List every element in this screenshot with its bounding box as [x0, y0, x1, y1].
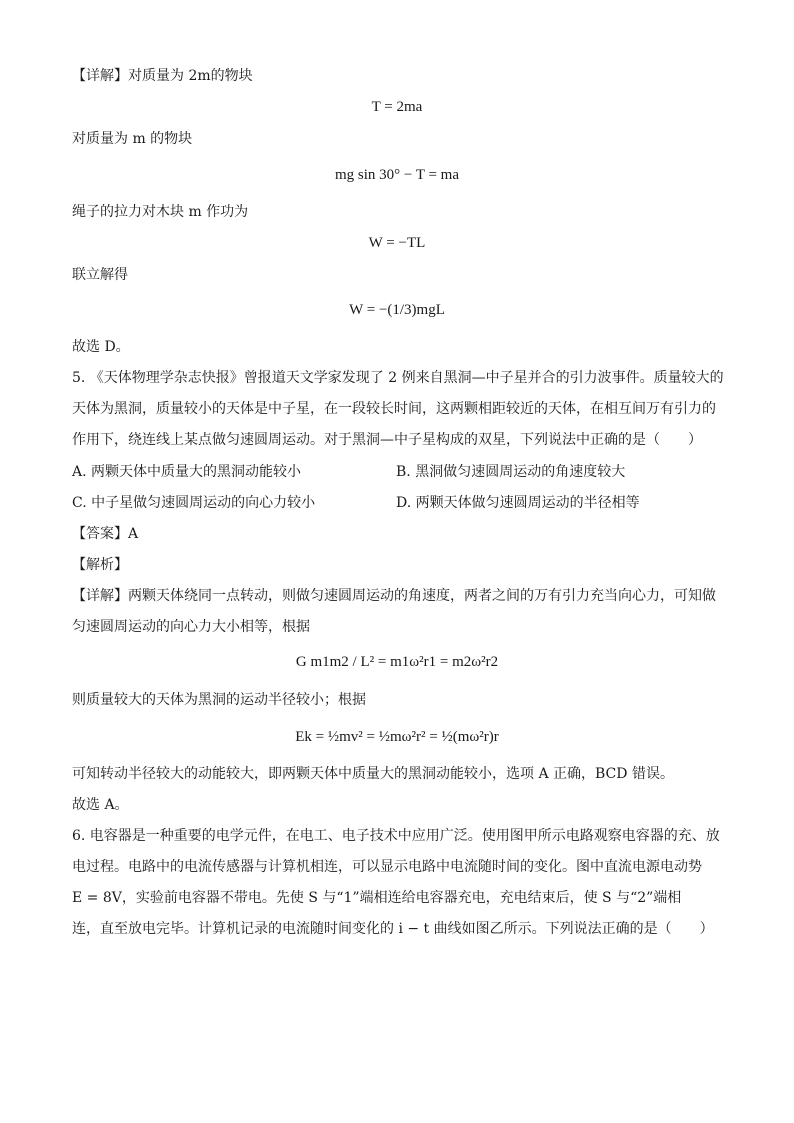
- q5-option-b: B. 黑洞做匀速圆周运动的角速度较大: [396, 464, 626, 480]
- for-mass-m: 对质量为 m 的物块: [72, 131, 193, 147]
- q5-detail-2: 匀速圆周运动的向心力大小相等，根据: [72, 619, 310, 635]
- q5-detail-4: 可知转动半径较大的动能较大，即两颗天体中质量大的黑洞动能较小，选项 A 正确，BCD 错误。: [72, 766, 674, 782]
- q5-option-c: C. 中子星做匀速圆周运动的向心力较小: [72, 495, 316, 511]
- combine-text: 联立解得: [72, 267, 128, 283]
- equation-motion: mg sin 30° − T = ma: [334, 167, 460, 183]
- equation-kinetic-energy: Ek = ½mv² = ½mω²r² = ½(mω²r)r: [295, 729, 499, 745]
- equation-gravitation: G m1m2 / L² = m1ω²r1 = m2ω²r2: [295, 654, 499, 670]
- q5-detail-3: 则质量较大的天体为黑洞的运动半径较小；根据: [72, 692, 366, 708]
- rope-work-text: 绳子的拉力对木块 m 作功为: [72, 204, 249, 220]
- q6-line-2: 电过程。电路中的电流传感器与计算机相连，可以显示电路中电流随时间的变化。图中直流电源电动势: [72, 859, 702, 875]
- q6-line-3: E = 8V，实验前电容器不带电。先使 S 与“1”端相连给电容器充电，充电结束后，使 S 与“2”端相: [72, 890, 682, 906]
- q5-analysis-label: 【解析】: [72, 557, 128, 573]
- q5-detail-1: 【详解】两颗天体绕同一点转动，则做匀速圆周运动的角速度，两者之间的万有引力充当向心力，可知做: [72, 588, 716, 604]
- equation-work: W = −TL: [368, 235, 426, 251]
- choose-d: 故选 D。: [72, 339, 130, 355]
- equation-result: W = −(1/3)mgL: [349, 302, 445, 318]
- detail-intro: 【详解】对质量为 2m的物块: [72, 68, 253, 84]
- q5-line-2: 天体为黑洞，质量较小的天体是中子星，在一段较长时间，这两颗相距较近的天体，在相互间万有引力的: [72, 401, 716, 417]
- q5-option-d: D. 两颗天体做匀速圆周运动的半径相等: [396, 495, 640, 511]
- equation-tension: T = 2ma: [371, 99, 423, 115]
- q5-option-a: A. 两颗天体中质量大的黑洞动能较小: [72, 464, 302, 480]
- q5-line-3: 作用下，绕连线上某点做匀速圆周运动。对于黑洞—中子星构成的双星，下列说法中正确的是（ ）: [72, 432, 702, 448]
- q5-choose: 故选 A。: [72, 797, 129, 813]
- q6-line-1: 6. 电容器是一种重要的电学元件，在电工、电子技术中应用广泛。使用图甲所示电路观察电容器的充、放: [72, 828, 720, 844]
- q5-answer: 【答案】A: [72, 526, 139, 542]
- q5-line-1: 5. 《天体物理学杂志快报》曾报道天文学家发现了 2 例来自黑洞—中子星并合的引力波事件。质量较大的: [72, 370, 724, 386]
- q6-line-4: 连，直至放电完毕。计算机记录的电流随时间变化的 i − t 曲线如图乙所示。下列说法正确的是（ ）: [72, 921, 714, 937]
